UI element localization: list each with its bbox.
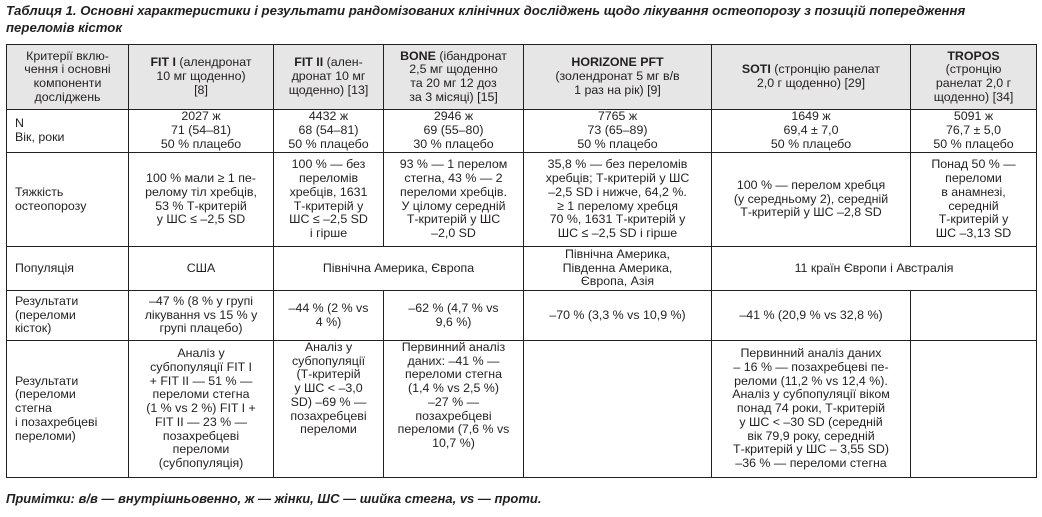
study-name: FIT I — [150, 55, 176, 70]
study-detail: (ален- дронат 10 мг щоденно) [13] — [288, 55, 369, 97]
header-study-soti — [712, 45, 911, 110]
row-label-results-hip: Результати (переломи стегна і позахребцеві переломи) — [7, 341, 129, 478]
row-label-n-age: N Вік, роки — [7, 110, 129, 153]
cell-n-age-soti: 1649 ж 69,4 ± 7,0 50 % плацебо — [712, 110, 911, 153]
study-name: SOTI — [741, 62, 771, 77]
cell-results-hip-soti: Первинний аналіз даних – 16 % — позахребцеві пе- реломи (11,2 % vs 12,4 %). Аналіз у субпопуляції віком понад 74 роки, Т-критерій у ШС < –30 SD (середній вік 79,9 року, середній Т-критерій у ШС – 3,55 SD) –36 % — переломи стегна — [712, 341, 911, 478]
table-row-population — [7, 247, 1037, 291]
table-row-severity — [7, 153, 1037, 247]
study-name: HORIZONE PFT — [571, 55, 664, 70]
cell-severity-fit2: 100 % — без переломів хребців, 1631 Т-критерій у ШС ≤ –2,5 SD і гірше — [274, 153, 384, 247]
cell-n-age-fit2: 4432 ж 68 (54–81) 50 % плацебо — [274, 110, 384, 153]
header-study-fit1 — [129, 45, 274, 110]
table-note: Примітки: в/в — внутрішньовенно, ж — жінки, ШС — шийка стегна, vs — проти. — [6, 491, 542, 506]
cell-n-age-horizone: 7765 ж 73 (65–89) 50 % плацебо — [524, 110, 712, 153]
cell-severity-soti: 100 % — перелом хребця (у середньому 2), середній Т-критерій у ШС –2,8 SD — [712, 153, 911, 247]
cell-results-bone-soti: –41 % (20,9 % vs 32,8 %) — [712, 291, 911, 341]
cell-population-world: Північна Америка, Південна Америка, Європа, Азія — [524, 247, 712, 291]
study-name: BONE — [400, 48, 436, 63]
cell-severity-horizone: 35,8 % — без переломів хребців; Т-критерій у ШС –2,5 SD і нижче, 64,2 %. ≥ 1 перелому хребця 70 %, 1631 Т-критерій у ШС ≤ –2,5 SD і гірше — [524, 153, 712, 247]
cell-results-bone-bone: –62 % (4,7 % vs 9,6 %) — [384, 291, 524, 341]
cell-results-hip-bone: Первинний аналіз даних: –41 % — переломи стегна (1,4 % vs 2,5 %) –27 % — позахребцеві переломи (7,6 % vs 10,7 %) — [384, 341, 524, 478]
header-study-horizone — [524, 45, 712, 110]
header-study-tropos — [911, 45, 1037, 110]
cell-results-hip-fit1: Аналіз у субпопуляції FIT I + FIT II — 51 % — переломи стегна (1 % vs 2 %) FIT I + FIT II — 23 % — позахребцеві переломи (субпопуляція) — [129, 341, 274, 478]
header-criteria: Критерії вклю- чення і основні компоненти досліджень — [7, 45, 129, 110]
cell-n-age-bone: 2946 ж 69 (55–80) 30 % плацебо — [384, 110, 524, 153]
cell-results-bone-tropos — [911, 291, 1037, 341]
row-label-population: Популяція — [7, 247, 129, 291]
row-label-severity: Тяжкість остеопорозу — [7, 153, 129, 247]
study-name: TROPOS — [947, 48, 1000, 63]
cell-results-bone-fit2: –44 % (2 % vs 4 %) — [274, 291, 384, 341]
study-detail: (золендронат 5 мг в/в 1 раз на рік) [9] — [555, 69, 680, 97]
table-caption: Таблиця 1. Основні характеристики і результати рандомізованих клінічних досліджень щодо лікування остеопорозу з позицій попередження переломів кісток — [6, 3, 966, 35]
cell-population-eu-au: 11 країн Європи і Австралія — [712, 247, 1037, 291]
cell-results-bone-horizone: –70 % (3,3 % vs 10,9 %) — [524, 291, 712, 341]
clinical-trials-table — [6, 44, 1037, 478]
header-study-fit2 — [274, 45, 384, 110]
cell-results-bone-fit1: –47 % (8 % у групі лікування vs 15 % у групі плацебо) — [129, 291, 274, 341]
cell-severity-fit1: 100 % мали ≥ 1 пе- релому тіл хребців, 53 % Т-критерій у ШС ≤ –2,5 SD — [129, 153, 274, 247]
cell-n-age-fit1: 2027 ж 71 (54–81) 50 % плацебо — [129, 110, 274, 153]
cell-population-na-eu: Північна Америка, Європа — [274, 247, 524, 291]
study-name: FIT II — [294, 55, 324, 70]
cell-n-age-tropos: 5091 ж 76,7 ± 5,0 50 % плацебо — [911, 110, 1037, 153]
cell-severity-tropos: Понад 50 % — переломи в анамнезі, середній Т-критерій у ШС –3,13 SD — [911, 153, 1037, 247]
header-study-bone — [384, 45, 524, 110]
cell-population-usa: США — [129, 247, 274, 291]
study-detail: (алендронат 10 мг щоденно) [8] — [156, 55, 252, 97]
study-detail: (стронцію ранелат 2,0 г щоденно) [29] — [756, 62, 881, 90]
row-label-results-bone: Результати (переломи кісток) — [7, 291, 129, 341]
cell-results-hip-tropos — [911, 341, 1037, 478]
table-row-results-bone — [7, 291, 1037, 341]
cell-results-hip-fit2: Аналіз у субпопуляції (Т-критерій у ШС < –3,0 SD) –69 % — позахребцеві переломи — [274, 341, 384, 478]
table-row-results-hip — [7, 341, 1037, 478]
study-detail: (ібандронат 2,5 мг щоденно та 20 мг 12 доз за 3 місяці) [15] — [409, 48, 507, 104]
header-row — [7, 45, 1037, 110]
table-row-n-age — [7, 110, 1037, 153]
cell-severity-bone: 93 % — 1 перелом стегна, 43 % — 2 переломи хребців. У цілому середній Т-критерій у ШС –2,0 SD — [384, 153, 524, 247]
cell-results-hip-horizone — [524, 341, 712, 478]
study-detail: (стронцію ранелат 2,0 г щоденно) [34] — [933, 62, 1014, 104]
